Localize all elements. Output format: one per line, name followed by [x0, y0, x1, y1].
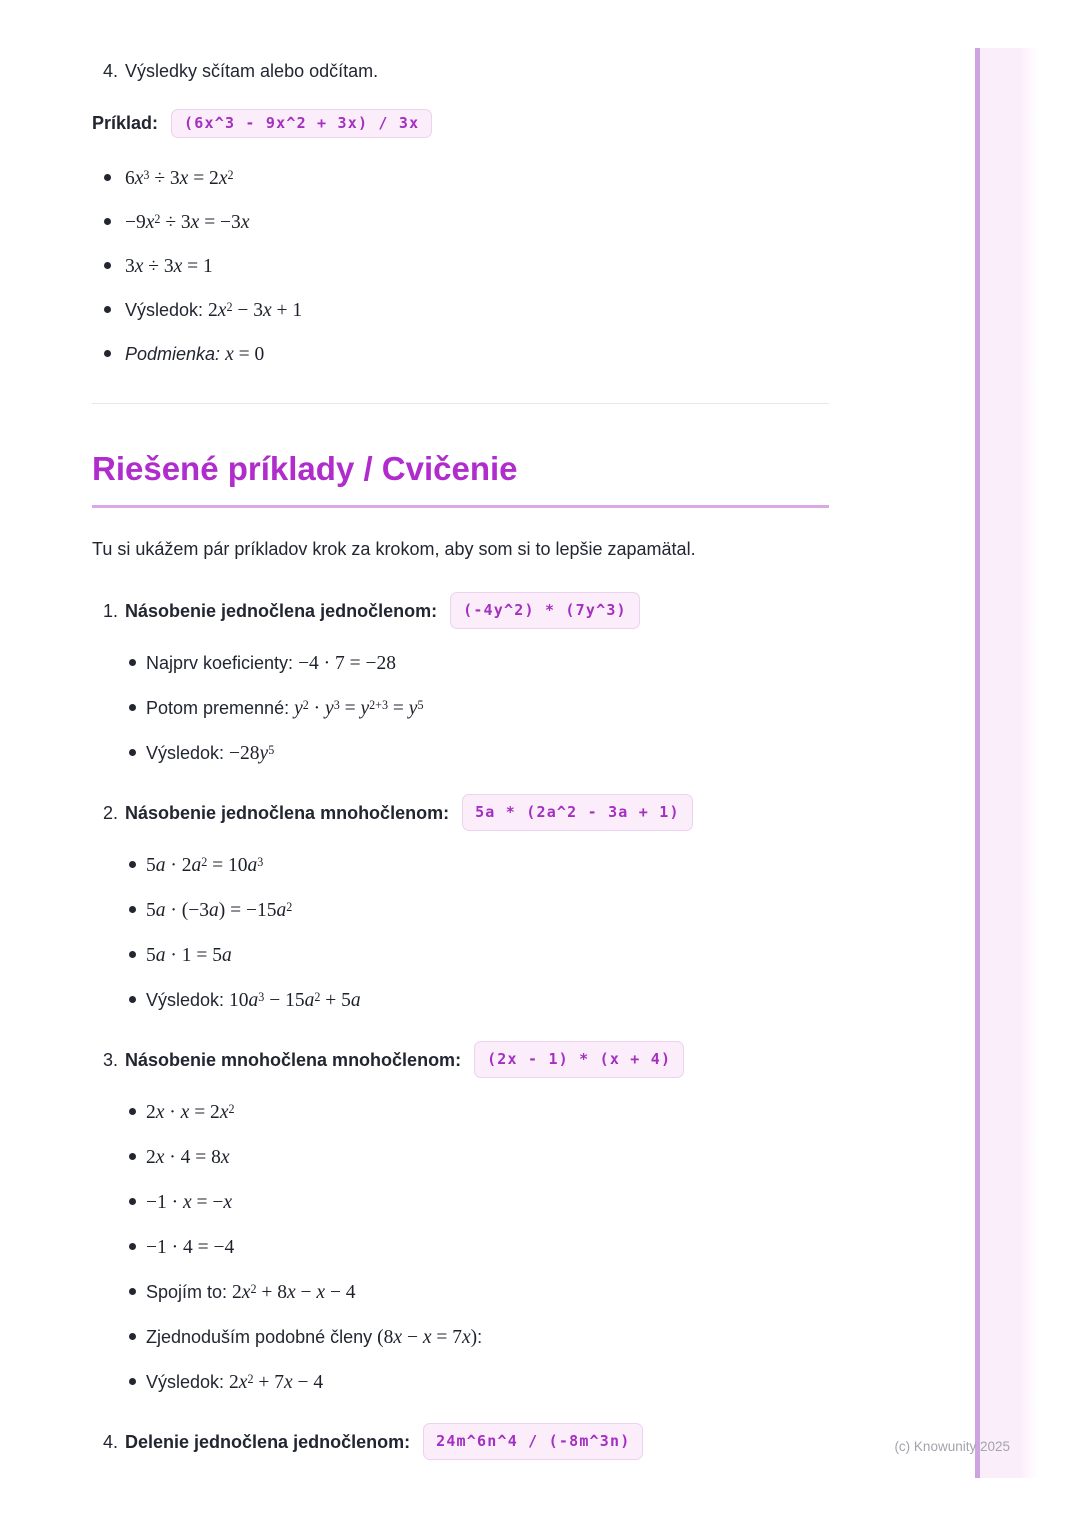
list-item — [92, 297, 829, 324]
code-chip: (2x - 1) * (x + 4) — [474, 1041, 684, 1078]
exercise-number: 2. — [103, 802, 119, 823]
exercise-label: Násobenie jednočlena jednočlenom: — [125, 600, 438, 621]
math-expression: (8x − x = 7x) — [377, 1327, 478, 1348]
copyright-note: (c) Knowunity 2025 — [894, 1439, 1010, 1454]
example-label: Príklad: — [92, 113, 159, 133]
exercise-item — [92, 794, 829, 1014]
math-expression: x = 0 — [225, 344, 265, 365]
math-expression: $-28y^5$ — [229, 742, 275, 764]
code-chip: 5a * (2a^2 - 3a + 1) — [462, 794, 693, 831]
text-segment: Výsledok: — [146, 1372, 230, 1392]
exercise-number: 4. — [103, 1431, 119, 1452]
list-item — [92, 253, 829, 280]
text-segment: Najprv koeficienty: — [146, 653, 299, 673]
step-item — [92, 58, 829, 84]
math-expression: 2x · 4 = 8x — [146, 1147, 230, 1168]
exercise-label: Delenie jednočlena jednočlenom: — [125, 1431, 411, 1452]
text-segment: Podmienka: — [125, 344, 226, 364]
exercise-number: 3. — [103, 1049, 119, 1070]
exercise-header — [92, 1423, 829, 1460]
text-segment: : — [477, 1327, 483, 1347]
step-number: 4. — [103, 61, 119, 81]
math-expression: 5a · 1 = 5a — [146, 945, 232, 966]
list-item — [92, 1189, 829, 1216]
list-item — [92, 897, 829, 924]
section-title: Riešené príklady / Cvičenie — [92, 449, 829, 508]
code-chip: (-4y^2) * (7y^3) — [450, 592, 640, 629]
math-expression: $2x^2 + 7x - 4$ — [229, 1371, 324, 1393]
exercise-item — [92, 592, 829, 767]
math-expression: $10a^3 - 15a^2 + 5a$ — [229, 989, 361, 1011]
exercise-item — [92, 1041, 829, 1396]
bullet-list — [92, 165, 829, 368]
math-expression: $5a \cdot (-3a) = -15a^2$ — [146, 899, 293, 921]
math-expression: $2x \cdot x = 2x^2$ — [146, 1101, 235, 1123]
code-chip: 24m^6n^4 / (-8m^3n) — [423, 1423, 643, 1460]
list-item — [92, 942, 829, 969]
text-segment: Výsledok: — [125, 300, 209, 320]
math-expression: $2x^2 + 8x - x - 4$ — [232, 1281, 356, 1303]
list-item — [92, 1324, 829, 1351]
text-segment: Spojím to: — [146, 1282, 233, 1302]
list-item — [92, 852, 829, 879]
list-item — [92, 1144, 829, 1171]
text-segment: Zjednoduším podobné členy — [146, 1327, 378, 1347]
text-segment: Výsledok: — [146, 990, 230, 1010]
exercise-steps — [92, 1099, 829, 1396]
exercise-number: 1. — [103, 600, 119, 621]
list-item — [92, 209, 829, 236]
list-item — [92, 695, 829, 722]
math-expression: −1 · x = −x — [146, 1192, 233, 1213]
exercise-header — [92, 794, 829, 831]
math-expression: $y^2 \cdot y^3 = y^{2+3} = y^5$ — [294, 697, 424, 719]
math-expression: −1 · 4 = −4 — [146, 1237, 235, 1258]
list-item — [92, 1279, 829, 1306]
list-item — [92, 650, 829, 677]
math-expression: $5a \cdot 2a^2 = 10a^3$ — [146, 854, 264, 876]
exercise-steps — [92, 852, 829, 1014]
list-item — [92, 740, 829, 767]
math-expression: 3x ÷ 3x = 1 — [125, 256, 213, 277]
list-item — [92, 987, 829, 1014]
text-segment: Výsledok: — [146, 743, 230, 763]
exercise-list — [92, 592, 829, 1460]
exercise-header — [92, 1041, 829, 1078]
math-expression: $6x^3 \div 3x = 2x^2$ — [125, 167, 234, 189]
text-segment: Potom premenné: — [146, 698, 295, 718]
exercise-item — [92, 1423, 829, 1460]
math-expression: $2x^2 - 3x + 1$ — [208, 299, 303, 321]
list-item — [92, 1369, 829, 1396]
math-expression: $-9x^2 \div 3x = -3x$ — [125, 211, 250, 233]
step-text: Výsledky sčítam alebo odčítam. — [125, 61, 379, 81]
exercise-steps — [92, 650, 829, 767]
list-item — [92, 1234, 829, 1261]
exercise-label: Násobenie jednočlena mnohočlenom: — [125, 802, 450, 823]
list-item — [92, 1099, 829, 1126]
document-content — [92, 0, 829, 1487]
list-item — [92, 165, 829, 192]
page-margin-strip — [975, 48, 1038, 1478]
divider — [92, 403, 829, 404]
exercise-header — [92, 592, 829, 629]
math-expression: −4 · 7 = −28 — [298, 653, 397, 674]
list-item — [92, 341, 829, 368]
section-intro: Tu si ukážem pár príkladov krok za krokom, aby som si to lepšie zapamätal. — [92, 539, 696, 559]
exercise-label: Násobenie mnohočlena mnohočlenom: — [125, 1049, 462, 1070]
example-row — [92, 109, 829, 138]
code-chip: (6x^3 - 9x^2 + 3x) / 3x — [171, 109, 432, 138]
